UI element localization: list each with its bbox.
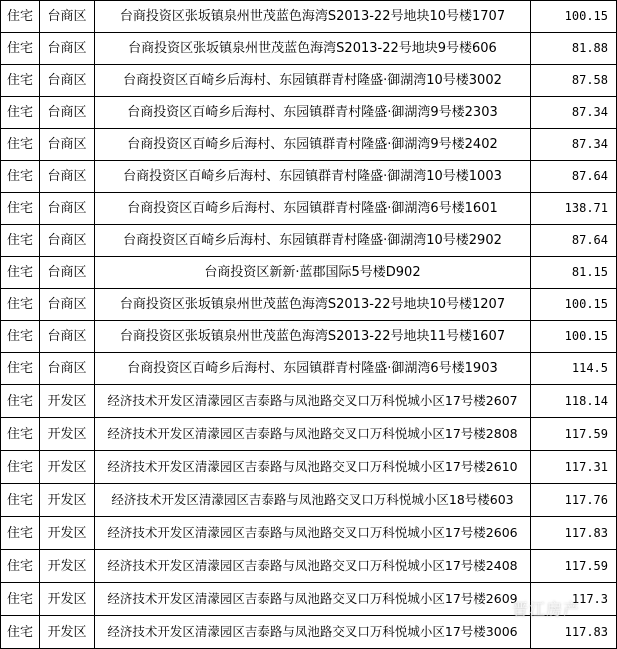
district-cell: 台商区 <box>40 257 95 289</box>
usage-cell: 住宅 <box>1 1 40 33</box>
table-row <box>1 225 617 257</box>
usage-cell: 住宅 <box>1 451 40 484</box>
address-cell: 台商投资区百崎乡后海村、东园镇群青村隆盛·御湖湾10号楼2902 <box>95 225 531 257</box>
address-cell: 经济技术开发区清濛园区吉泰路与凤池路交叉口万科悦城小区17号楼2808 <box>95 418 531 451</box>
floor-area-cell: 100.15 <box>531 289 617 321</box>
usage-cell: 住宅 <box>1 289 40 321</box>
table-row <box>1 65 617 97</box>
table-row <box>1 321 617 353</box>
property-table-body <box>1 1 617 649</box>
usage-cell: 住宅 <box>1 385 40 418</box>
floor-area-cell: 87.58 <box>531 65 617 97</box>
district-cell: 台商区 <box>40 1 95 33</box>
usage-cell: 住宅 <box>1 321 40 353</box>
district-cell: 开发区 <box>40 517 95 550</box>
floor-area-cell: 117.83 <box>531 616 617 649</box>
floor-area-cell: 87.64 <box>531 225 617 257</box>
address-cell: 台商投资区张坂镇泉州世茂蓝色海湾S2013-22号地块10号楼1707 <box>95 1 531 33</box>
district-cell: 开发区 <box>40 451 95 484</box>
address-cell: 经济技术开发区清濛园区吉泰路与凤池路交叉口万科悦城小区18号楼603 <box>95 484 531 517</box>
address-cell: 经济技术开发区清濛园区吉泰路与凤池路交叉口万科悦城小区17号楼2607 <box>95 385 531 418</box>
address-cell: 台商投资区百崎乡后海村、东园镇群青村隆盛·御湖湾9号楼2402 <box>95 129 531 161</box>
district-cell: 台商区 <box>40 97 95 129</box>
floor-area-cell: 117.3 <box>531 583 617 616</box>
usage-cell: 住宅 <box>1 616 40 649</box>
table-row <box>1 1 617 33</box>
address-cell: 台商投资区百崎乡后海村、东园镇群青村隆盛·御湖湾9号楼2303 <box>95 97 531 129</box>
address-cell: 经济技术开发区清濛园区吉泰路与凤池路交叉口万科悦城小区17号楼2606 <box>95 517 531 550</box>
district-cell: 开发区 <box>40 616 95 649</box>
address-cell: 台商投资区张坂镇泉州世茂蓝色海湾S2013-22号地块10号楼1207 <box>95 289 531 321</box>
table-row <box>1 484 617 517</box>
floor-area-cell: 117.59 <box>531 418 617 451</box>
district-cell: 台商区 <box>40 65 95 97</box>
address-cell: 经济技术开发区清濛园区吉泰路与凤池路交叉口万科悦城小区17号楼2610 <box>95 451 531 484</box>
district-cell: 台商区 <box>40 129 95 161</box>
address-cell: 经济技术开发区清濛园区吉泰路与凤池路交叉口万科悦城小区17号楼2408 <box>95 550 531 583</box>
district-cell: 台商区 <box>40 161 95 193</box>
usage-cell: 住宅 <box>1 97 40 129</box>
table-row <box>1 161 617 193</box>
usage-cell: 住宅 <box>1 550 40 583</box>
table-row <box>1 550 617 583</box>
floor-area-cell: 87.64 <box>531 161 617 193</box>
usage-cell: 住宅 <box>1 257 40 289</box>
address-cell: 台商投资区百崎乡后海村、东园镇群青村隆盛·御湖湾10号楼1003 <box>95 161 531 193</box>
floor-area-cell: 118.14 <box>531 385 617 418</box>
district-cell: 台商区 <box>40 193 95 225</box>
floor-area-cell: 138.71 <box>531 193 617 225</box>
table-row <box>1 517 617 550</box>
usage-cell: 住宅 <box>1 65 40 97</box>
table-row <box>1 97 617 129</box>
address-cell: 台商投资区百崎乡后海村、东园镇群青村隆盛·御湖湾10号楼3002 <box>95 65 531 97</box>
floor-area-cell: 100.15 <box>531 321 617 353</box>
table-row <box>1 583 617 616</box>
table-row <box>1 353 617 385</box>
floor-area-cell: 87.34 <box>531 97 617 129</box>
floor-area-cell: 117.76 <box>531 484 617 517</box>
floor-area-cell: 117.59 <box>531 550 617 583</box>
usage-cell: 住宅 <box>1 484 40 517</box>
table-row <box>1 616 617 649</box>
address-cell: 台商投资区张坂镇泉州世茂蓝色海湾S2013-22号地块11号楼1607 <box>95 321 531 353</box>
table-row <box>1 451 617 484</box>
watermark-text: 晋江房产 <box>511 600 580 619</box>
district-cell: 台商区 <box>40 33 95 65</box>
district-cell: 开发区 <box>40 583 95 616</box>
usage-cell: 住宅 <box>1 161 40 193</box>
address-cell: 台商投资区百崎乡后海村、东园镇群青村隆盛·御湖湾6号楼1903 <box>95 353 531 385</box>
usage-cell: 住宅 <box>1 129 40 161</box>
district-cell: 开发区 <box>40 550 95 583</box>
floor-area-cell: 114.5 <box>531 353 617 385</box>
table-row <box>1 289 617 321</box>
floor-area-cell: 100.15 <box>531 1 617 33</box>
address-cell: 经济技术开发区清濛园区吉泰路与凤池路交叉口万科悦城小区17号楼3006 <box>95 616 531 649</box>
district-cell: 台商区 <box>40 353 95 385</box>
floor-area-cell: 117.83 <box>531 517 617 550</box>
usage-cell: 住宅 <box>1 418 40 451</box>
table-row <box>1 129 617 161</box>
district-cell: 开发区 <box>40 484 95 517</box>
floor-area-cell: 81.88 <box>531 33 617 65</box>
address-cell: 经济技术开发区清濛园区吉泰路与凤池路交叉口万科悦城小区17号楼2609 <box>95 583 531 616</box>
floor-area-cell: 117.31 <box>531 451 617 484</box>
usage-cell: 住宅 <box>1 353 40 385</box>
table-row <box>1 418 617 451</box>
table-row <box>1 257 617 289</box>
usage-cell: 住宅 <box>1 225 40 257</box>
usage-cell: 住宅 <box>1 583 40 616</box>
district-cell: 台商区 <box>40 289 95 321</box>
table-row <box>1 33 617 65</box>
district-cell: 开发区 <box>40 418 95 451</box>
address-cell: 台商投资区张坂镇泉州世茂蓝色海湾S2013-22号地块9号楼606 <box>95 33 531 65</box>
usage-cell: 住宅 <box>1 33 40 65</box>
usage-cell: 住宅 <box>1 193 40 225</box>
district-cell: 开发区 <box>40 385 95 418</box>
address-cell: 台商投资区百崎乡后海村、东园镇群青村隆盛·御湖湾6号楼1601 <box>95 193 531 225</box>
district-cell: 台商区 <box>40 225 95 257</box>
floor-area-cell: 87.34 <box>531 129 617 161</box>
table-row <box>1 193 617 225</box>
address-cell: 台商投资区新新·蓝郡国际5号楼D902 <box>95 257 531 289</box>
district-cell: 台商区 <box>40 321 95 353</box>
usage-cell: 住宅 <box>1 517 40 550</box>
table-row <box>1 385 617 418</box>
floor-area-cell: 81.15 <box>531 257 617 289</box>
